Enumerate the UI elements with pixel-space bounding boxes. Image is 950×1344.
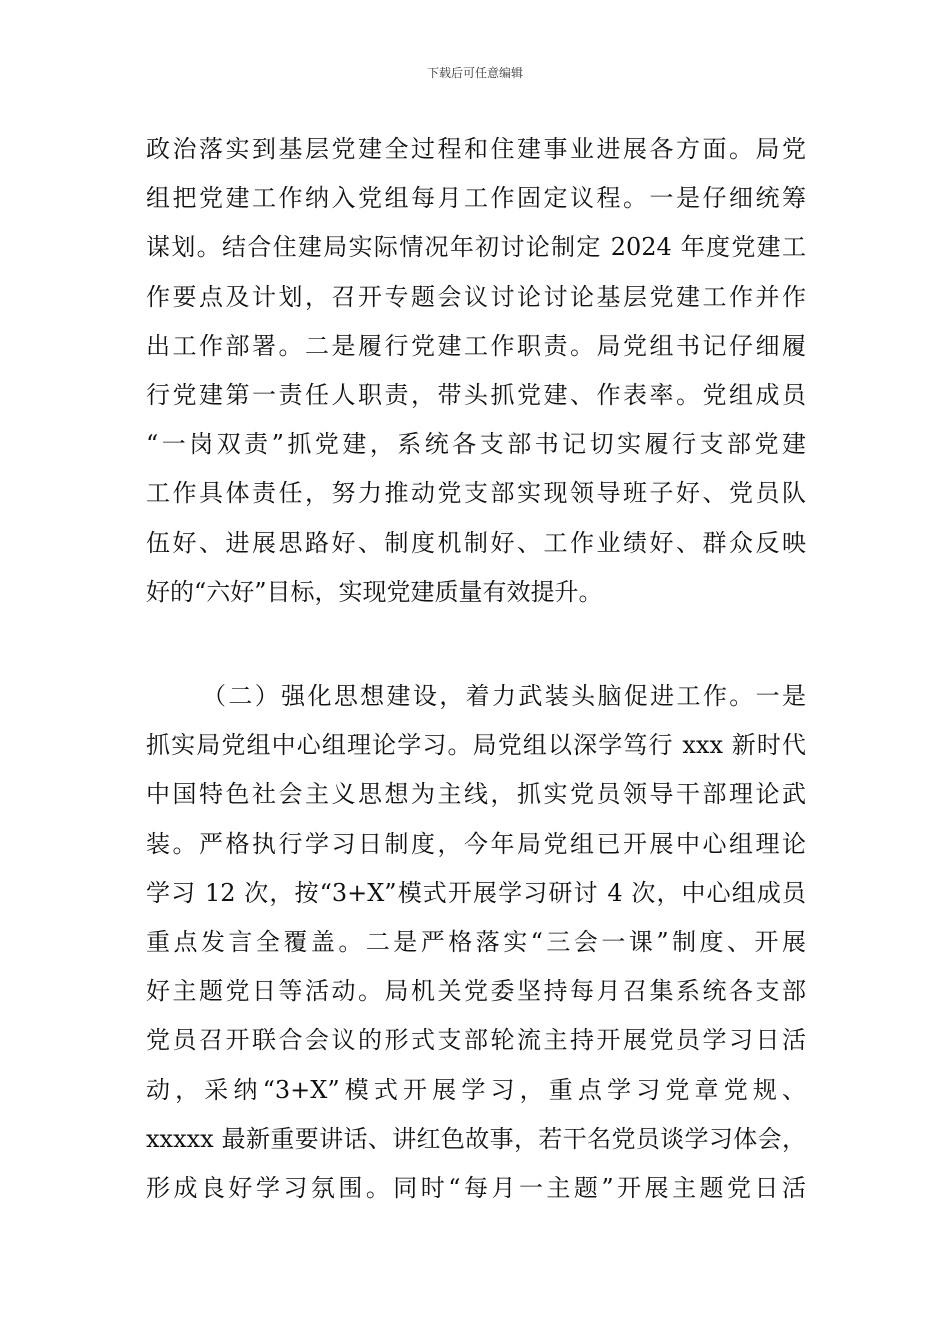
text-line: 谋划。结合住建局实际情况年初讨论制定 2024 年度党建工 [146,233,806,262]
text-line: 行党建第一责任人职责，带头抓党建、作表率。党组成员 [146,380,806,409]
text-line: 好的“六好”目标，实现党建质量有效提升。 [146,577,603,606]
text-line: 装。严格执行学习日制度，今年局党组已开展中心组理论 [146,829,806,858]
text-line: “一岗双责”抓党建，系统各支部书记切实履行支部党建 [146,430,806,459]
text-line: 政治落实到基层党建全过程和住建事业进展各方面。局党 [146,135,806,163]
text-line: 出工作部署。二是履行党建工作职责。局党组书记仔细履 [146,331,806,360]
text-line: 形成良好学习氛围。同时“每月一主题”开展主题党日活 [146,1173,806,1202]
text-line: 动，采纳“3+X”模式开展学习，重点学习党章党规、 [146,1075,806,1104]
page-header: 下载后可任意编辑 [426,66,523,80]
text-line: 组把党建工作纳入党组每月工作固定议程。一是仔细统筹 [146,184,806,213]
text-line: 党员召开联合会议的形式支部轮流主持开展党员学习日活 [146,1026,806,1055]
text-line: 作要点及计划，召开专题会议讨论讨论基层党建工作并作 [146,282,806,311]
text-line: 工作具体责任，努力推动党支部实现领导班子好、党员队 [146,479,806,508]
text-line: 中国特色社会主义思想为主线，抓实党员领导干部理论武 [146,780,806,809]
text-line: 学习 12 次，按“3+X”模式开展学习研讨 4 次，中心组成员 [146,878,806,907]
text-line: xxxxx 最新重要讲话、讲红色故事，若干名党员谈学习体会， [146,1124,806,1153]
text-line: 好主题党日等活动。局机关党委坚持每月召集系统各支部 [146,977,806,1006]
paragraph-2 [146,672,806,1213]
text-line: 伍好、进展思路好、制度机制好、工作业绩好、群众反映 [146,528,806,557]
paragraph-1 [146,125,806,617]
text-line: 重点发言全覆盖。二是严格落实“三会一课”制度、开展 [146,927,806,956]
text-line: （二）强化思想建设，着力武装头脑促进工作。一是 [202,682,806,710]
text-line: 抓实局党组中心组理论学习。局党组以深学笃行 xxx 新时代 [146,731,806,760]
